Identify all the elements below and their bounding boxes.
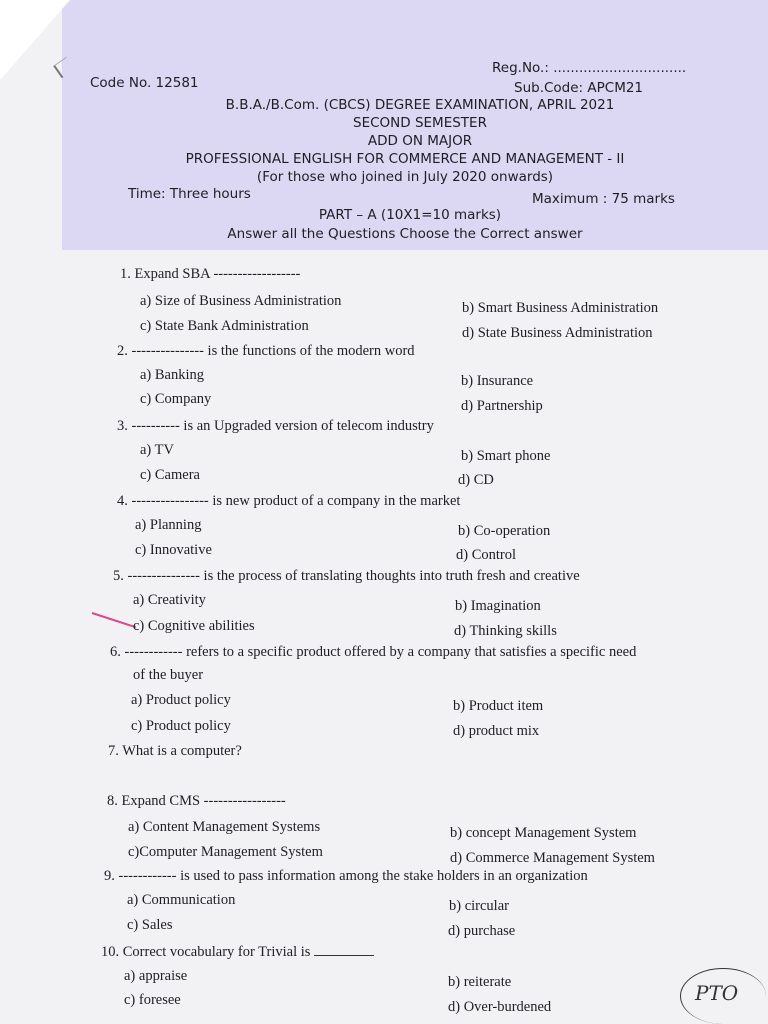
q3-option-b: b) Smart phone (461, 448, 551, 464)
question-3: 3. ---------- is an Upgraded version of telecom industry (117, 418, 434, 434)
q1-option-d: d) State Business Administration (462, 325, 653, 341)
q2-option-a: a) Banking (140, 367, 205, 383)
subject-title: PROFESSIONAL ENGLISH FOR COMMERCE AND MANAGEMENT - II (185, 151, 625, 167)
question-6: 6. ------------ refers to a specific product offered by a company that satisfies a specific need (110, 644, 637, 660)
question-5: 5. --------------- is the process of translating thoughts into truth fresh and creative (113, 568, 580, 584)
q2-option-b: b) Insurance (461, 373, 534, 389)
max-marks: Maximum : 75 marks (532, 191, 675, 207)
question-9: 9. ------------ is used to pass information among the stake holders in an organization (104, 868, 588, 884)
q6-option-c: c) Product policy (131, 718, 231, 734)
part-heading: PART – A (10X1=10 marks) (318, 207, 502, 223)
q9-option-a: a) Communication (127, 892, 236, 908)
q2-option-c: c) Company (140, 391, 212, 407)
q10-option-b: b) reiterate (448, 974, 512, 990)
q4-option-b: b) Co-operation (458, 523, 551, 539)
q2-option-d: d) Partnership (461, 398, 543, 414)
question-8: 8. Expand CMS ----------------- (107, 793, 286, 809)
q1-option-c: c) State Bank Administration (140, 318, 309, 334)
q3-option-d: d) CD (458, 472, 494, 488)
q5-option-c: c) Cognitive abilities (133, 618, 255, 634)
q8-option-c: c)Computer Management System (128, 844, 323, 860)
add-on-major: ADD ON MAJOR (367, 133, 473, 149)
semester: SECOND SEMESTER (353, 115, 487, 131)
pen-mark (92, 612, 136, 628)
question-6-continued: of the buyer (133, 667, 204, 683)
q1-option-a: a) Size of Business Administration (140, 293, 342, 309)
answer-blank (314, 954, 374, 956)
q3-option-a: a) TV (140, 442, 174, 458)
q3-option-c: c) Camera (140, 467, 200, 483)
q1-option-b: b) Smart Business Administration (462, 300, 659, 316)
question-4: 4. ---------------- is new product of a company in the market (117, 493, 461, 509)
q10-option-a: a) appraise (124, 968, 188, 984)
q6-option-b: b) Product item (453, 698, 544, 714)
q4-option-a: a) Planning (135, 517, 202, 533)
q10-option-d: d) Over-burdened (448, 999, 552, 1015)
question-1: 1. Expand SBA ------------------ (120, 266, 301, 282)
reg-no: Reg.No.: ............................... (492, 60, 687, 76)
code-no: Code No. 12581 (90, 75, 199, 91)
q8-option-a: a) Content Management Systems (128, 819, 321, 835)
pto-handwritten-note: PTO (680, 968, 766, 1024)
question-2: 2. --------------- is the functions of the modern word (117, 343, 415, 359)
applicability-note: (For those who joined in July 2020 onwards) (256, 169, 554, 185)
question-10 (101, 944, 374, 961)
q10-option-c: c) foresee (124, 992, 181, 1008)
q5-option-d: d) Thinking skills (454, 623, 557, 639)
q9-option-d: d) purchase (448, 923, 516, 939)
q9-option-c: c) Sales (127, 917, 173, 933)
question-10-text: 10. Correct vocabulary for Trivial is (101, 944, 311, 960)
exam-title: B.B.A./B.Com. (CBCS) DEGREE EXAMINATION, APRIL 2021 (225, 97, 615, 113)
q4-option-c: c) Innovative (135, 542, 212, 558)
q5-option-a: a) Creativity (133, 592, 206, 608)
exam-time: Time: Three hours (128, 186, 251, 202)
instruction: Answer all the Questions Choose the Correct answer (227, 226, 583, 242)
sub-code: Sub.Code: APCM21 (514, 80, 644, 96)
q9-option-b: b) circular (449, 898, 509, 914)
q6-option-a: a) Product policy (131, 692, 231, 708)
q4-option-d: d) Control (456, 547, 517, 563)
q5-option-b: b) Imagination (455, 598, 541, 614)
q8-option-d: d) Commerce Management System (450, 850, 655, 866)
q8-option-b: b) concept Management System (450, 825, 637, 841)
question-7: 7. What is a computer? (108, 743, 242, 759)
q6-option-d: d) product mix (453, 723, 540, 739)
